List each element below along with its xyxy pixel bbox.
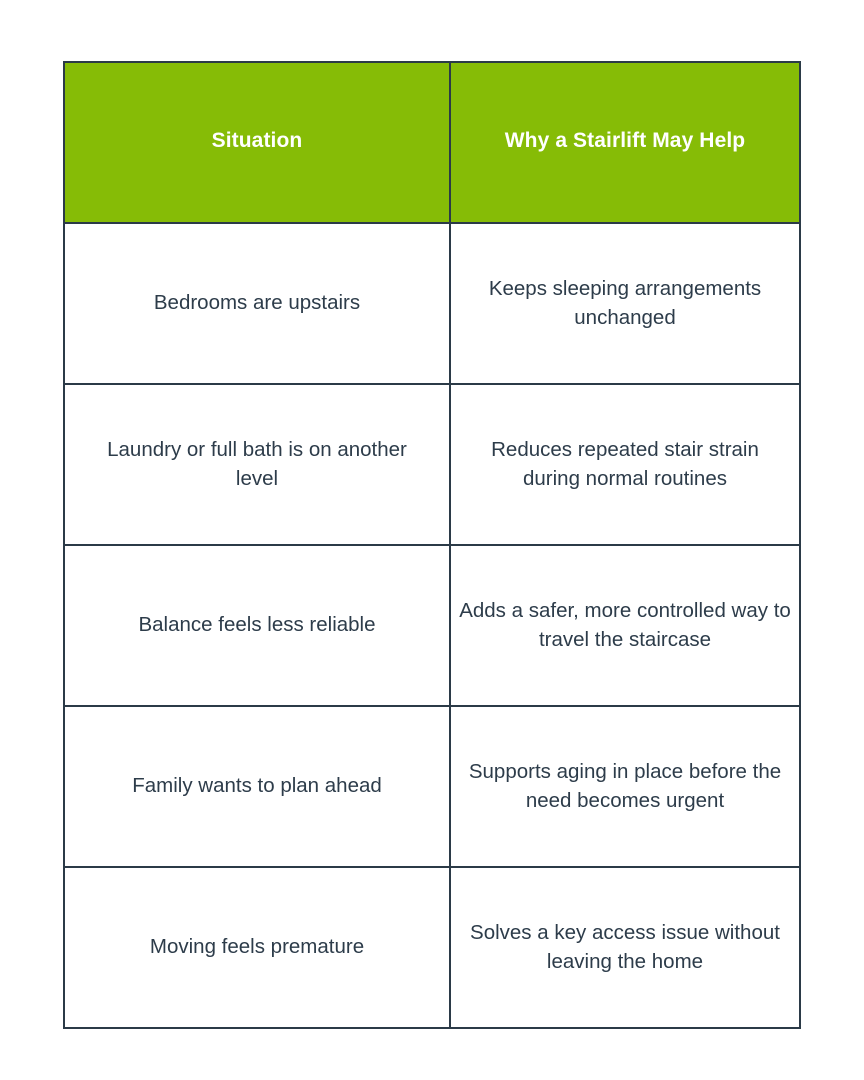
reason-cell <box>450 223 800 384</box>
situation-text: Laundry or full bath is on another level <box>107 437 407 490</box>
situation-text: Family wants to plan ahead <box>132 774 382 797</box>
reason-text: Solves a key access issue without leaving the home <box>470 920 780 973</box>
situation-text: Moving feels premature <box>149 935 365 958</box>
situation-cell <box>64 545 450 706</box>
situation-cell <box>64 867 450 1028</box>
header-why-stairlift-label: Why a Stairlift May Help <box>504 128 746 152</box>
header-situation-label: Situation <box>211 128 303 152</box>
table-row <box>64 384 800 545</box>
situation-text: Balance feels less reliable <box>138 613 376 636</box>
reason-cell <box>450 545 800 706</box>
table-body <box>64 223 800 1028</box>
reason-cell <box>450 867 800 1028</box>
table-row <box>64 867 800 1028</box>
situation-cell <box>64 223 450 384</box>
reason-text: Keeps sleeping arrangements unchanged <box>488 276 762 329</box>
table-header <box>64 62 800 223</box>
reason-cell <box>450 706 800 867</box>
situation-cell <box>64 706 450 867</box>
header-situation <box>64 62 450 223</box>
table-row <box>64 223 800 384</box>
reason-text: Reduces repeated stair strain during normal routines <box>491 437 759 490</box>
table-row <box>64 706 800 867</box>
reason-text: Supports aging in place before the need becomes urgent <box>468 759 782 812</box>
comparison-table-container <box>63 61 801 1019</box>
situation-cell <box>64 384 450 545</box>
header-why-stairlift <box>450 62 800 223</box>
reason-cell <box>450 384 800 545</box>
header-row <box>64 62 800 223</box>
stairlift-situation-table <box>63 61 801 1029</box>
table-row <box>64 545 800 706</box>
reason-text: Adds a safer, more controlled way to travel the staircase <box>459 598 791 651</box>
situation-text: Bedrooms are upstairs <box>153 291 361 314</box>
